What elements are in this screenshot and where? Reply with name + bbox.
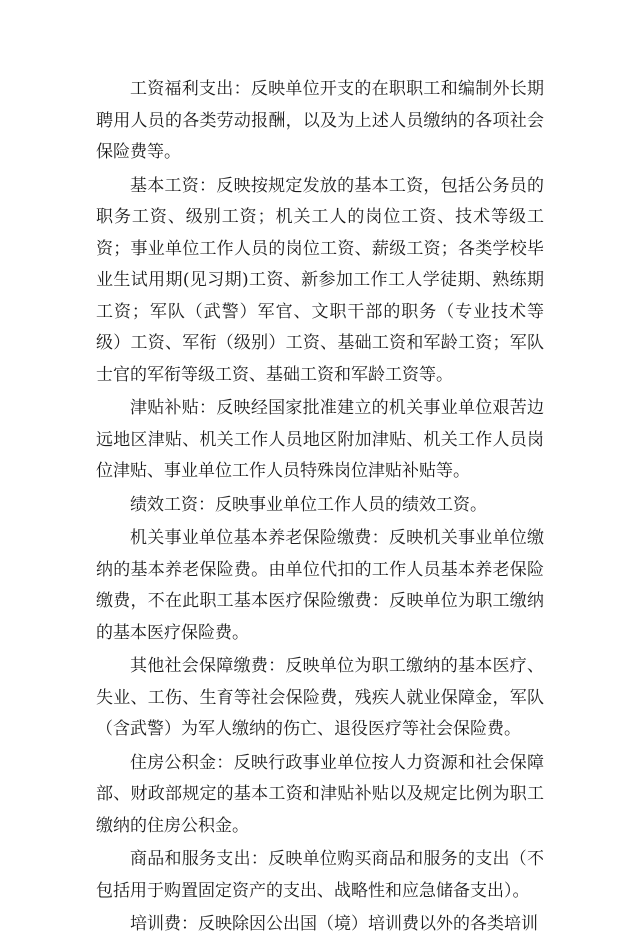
document-body (96, 74, 544, 943)
paragraph-housing-fund: 住房公积金：反映行政事业单位按人力资源和社会保障部、财政部规定的基本工资和津贴补贴以及规定比例为职工缴纳的住房公积金。 (96, 752, 544, 836)
paragraph-allowances: 津贴补贴：反映经国家批准建立的机关事业单位艰苦边远地区津贴、机关工作人员地区附加津贴、机关工作人员岗位津贴、事业单位工作人员特殊岗位津贴补贴等。 (96, 398, 544, 481)
paragraph-training-fee: 培训费：反映除因公出国（境）培训费以外的各类培训 (130, 914, 538, 934)
paragraph-performance-wage: 绩效工资：反映事业单位工作人员的绩效工资。 (130, 494, 487, 515)
paragraph-goods-services: 商品和服务支出：反映单位购买商品和服务的支出（不包括用于购置固定资产的支出、战略性和应急储备支出）。 (96, 849, 544, 901)
paragraph-other-social-security: 其他社会保障缴费：反映单位为职工缴纳的基本医疗、失业、工伤、生育等社会保险费，残疾人就业保障金，军队（含武警）为军人缴纳的伤亡、退役医疗等社会保险费。 (96, 656, 544, 739)
paragraph-wage-welfare: 工资福利支出：反映单位开支的在职职工和编制外长期聘用人员的各类劳动报酬，以及为上述人员缴纳的各项社会保险费等。 (96, 79, 544, 162)
paragraph-pension-insurance: 机关事业单位基本养老保险缴费：反映机关事业单位缴纳的基本养老保险费。由单位代扣的工作人员基本养老保险缴费，不在此职工基本医疗保险缴费：反映单位为职工缴纳的基本医疗保险费。 (96, 528, 544, 643)
paragraph-basic-wage: 基本工资：反映按规定发放的基本工资，包括公务员的职务工资、级别工资；机关工人的岗位工资、技术等级工资；事业单位工作人员的岗位工资、薪级工资；各类学校毕业生试用期(见习期)工资、新参加工作工人学徒期、熟练期工资；军队（武警）军官、文职干部的职务（专业技术等级）工资、军衔（级别）工资、基础工资和军龄工资；军队士官的军衔等级工资、基础工资和军龄工资等。 (96, 175, 544, 385)
